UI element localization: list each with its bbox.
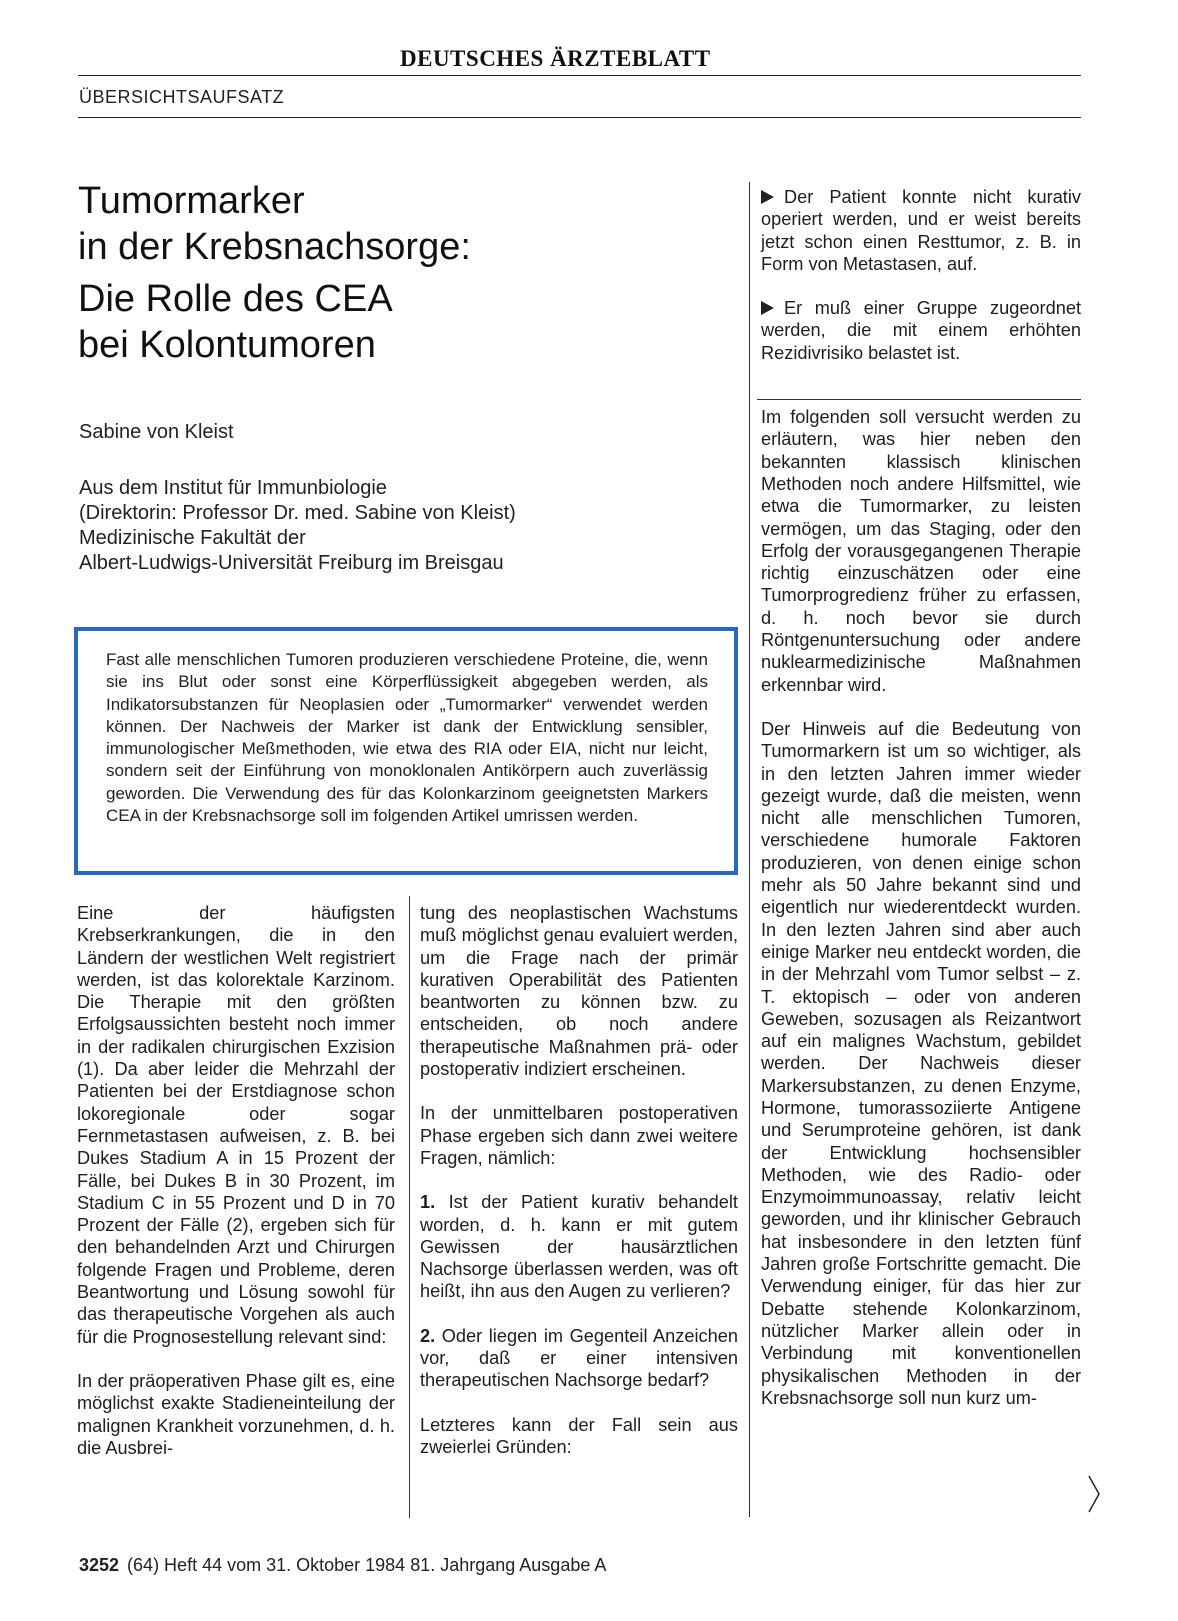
title-line: bei Kolontumoren: [78, 324, 376, 366]
page-number: 3252: [79, 1555, 120, 1575]
affiliation-line: Albert-Ludwigs-Universität Freiburg im Breisgau: [79, 552, 504, 574]
page-footer: [79, 1555, 606, 1576]
affiliation-line: (Direktorin: Professor Dr. med. Sabine von Kleist): [79, 502, 516, 524]
header-bottom-rule: [78, 117, 1081, 118]
title-line: Die Rolle des CEA: [78, 278, 393, 320]
affiliation-line: Aus dem Institut für Immunbiologie: [79, 477, 387, 499]
column-1: [77, 902, 395, 1481]
question-number: 2.: [420, 1325, 436, 1346]
paragraph: tung des neoplastischen Wachstums muß möglichst genau evaluiert werden, um die Frage nach der primär kurativen Operabilität des Patienten beantworten zu können bzw. zu entscheiden, ob noch andere therapeutische Maßnahmen prä- oder postoperativ indiziert erscheinen.: [420, 903, 738, 1080]
section-label: ÜBERSICHTSAUFSATZ: [79, 87, 285, 107]
question-2: [420, 1325, 738, 1392]
paragraph: Eine der häufigsten Krebserkrankungen, die in den Ländern der westlichen Welt registriert werden, ist das kolorektale Karzinom. Die Therapie mit den größten Erfolgsaussichten besteht noch immer in der radikalen chirurgischen Exzision (1). Da aber leider die Mehrzahl der Patienten bei der Erstdiagnose schon lokoregionale oder sogar Fernmetastasen aufweisen, z. B. bei Dukes Stadium A in 15 Prozent der Fälle, bei Dukes B in 30 Prozent, im Stadium C in 55 Prozent und D in 70 Prozent der Fälle (2), ergeben sich für den behandelnden Arzt und Chirurgen folgende Fragen und Probleme, deren Beantwortung und Lösung sowohl für das therapeutische Vorgehen als auch für die Prognosestellung relevant sind:: [77, 903, 395, 1347]
affiliation: [79, 476, 719, 576]
title-line: Tumormarker: [78, 180, 305, 222]
masthead-rule: [78, 75, 1081, 76]
column-3: [761, 186, 1081, 1431]
question-number: 1.: [420, 1192, 436, 1213]
article-title: [78, 178, 698, 368]
bullet-text: Der Patient konnte nicht kurativ operiert werden, und er weist bereits jetzt schon einen Resttumor, z. B. in Form von Metastasen, auf.: [761, 187, 1081, 274]
triangle-bullet-icon: [761, 190, 774, 204]
paragraph: Der Hinweis auf die Bedeutung von Tumormarkern ist um so wichtiger, als in den letzten Jahren immer wieder gezeigt wurde, daß die meisten, wenn nicht alle menschlichen Tumoren, verschiedene humorale Faktoren produzieren, von denen einige schon mehr als 50 Jahre bekannt sind und eigentlich nur wiederentdeckt wurden. In den lezten Jahren sind aber auch einige Marker neu entdeckt worden, die in der Mehrzahl vom Tumor selbst – z. T. ektopisch – oder von anderen Geweben, sozusagen als Reizantwort auf ein malignes Wachstum, gebildet werden. Der Nachweis dieser Markersubstanzen, zu denen Enzyme, Hormone, tumorassoziierte Antigene und Serumproteine gehören, ist dank der Entwicklung hochsensibler Methoden, wie des Radio- oder Enzymoimmunoassay, relativ leicht geworden, und ihr klinischer Gebrauch hat insbesondere in den letzten fünf Jahren große Fortschritte gemacht. Die Verwendung einiger, für das hier zur Debatte stehende Kolonkarzinom, nützlicher Marker allein oder in Verbindung mit konventionellen physikalischen Methoden in der Krebsnachsorge soll nun kurz um-: [761, 718, 1081, 1408]
abstract-box: [74, 627, 738, 875]
question-text: Ist der Patient kurativ behandelt worden, d. h. kann er mit gutem Gewissen der hausärztlichen Nachsorge überlassen werden, was oft heißt, ihn aus den Augen zu verlieren?: [420, 1192, 738, 1302]
paragraph: Letzteres kann der Fall sein aus zweierlei Gründen:: [420, 1414, 738, 1457]
continuation-arrow-icon: [1087, 1474, 1101, 1514]
question-1: [420, 1191, 738, 1302]
bullet-2: [761, 297, 1081, 364]
paragraph: In der unmittelbaren postoperativen Phase ergeben sich dann zwei weitere Fragen, nämlich:: [420, 1103, 738, 1168]
bullet-text: Er muß einer Gruppe zugeordnet werden, die mit einem erhöhten Rezidivrisiko belastet ist.: [761, 298, 1081, 363]
column-divider: [749, 182, 750, 1517]
masthead: DEUTSCHES ÄRZTEBLATT: [400, 46, 711, 71]
bullet-1: [761, 186, 1081, 275]
title-line: in der Krebsnachsorge:: [78, 226, 471, 268]
paragraph: Im folgenden soll versucht werden zu erläutern, was hier neben den bekannten klassisch klinischen Methoden noch andere Hilfsmittel, wie etwa die Tumormarker, zu leisten vermögen, um das Staging, oder den Erfolg der vorausgegangenen Therapie richtig einzuschätzen oder eine Tumorprogredienz früher zu erfassen, d. h. noch bevor sie durch Röntgenuntersuchung oder andere nuklearmedizinische Maßnahmen erkennbar wird.: [761, 407, 1081, 695]
paragraph: In der präoperativen Phase gilt es, eine möglichst exakte Stadieneinteilung der malignen Krankheit vorzunehmen, d. h. die Ausbrei-: [77, 1370, 395, 1458]
triangle-bullet-icon: [761, 301, 774, 315]
column-divider: [409, 896, 410, 1518]
issue-info: (64) Heft 44 vom 31. Oktober 1984 81. Jahrgang Ausgabe A: [127, 1555, 607, 1575]
affiliation-line: Medizinische Fakultät der: [79, 527, 306, 549]
author: Sabine von Kleist: [79, 421, 234, 443]
abstract-text: Fast alle menschlichen Tumoren produzieren verschiedene Proteine, die, wenn sie ins Blut oder sonst eine Körperflüssigkeit abgegeben werden, als Indikatorsubstanzen für Neoplasien oder „Tumormarker“ verwendet werden können. Der Nachweis der Marker ist dank der Entwicklung sensibler, immunologischer Meßmethoden, wie etwa des RIA oder EIA, nicht nur leicht, sondern seit der Einführung von monoklonalen Antikörpern auch zuverlässig geworden. Die Verwendung des für das Kolonkarzinom geeignetsten Markers CEA in der Krebsnachsorge soll im folgenden Artikel umrissen werden.: [106, 650, 708, 826]
column-2: [420, 902, 738, 1480]
question-text: Oder liegen im Gegenteil Anzeichen vor, daß er einer intensiven therapeutischen Nachsorge bedarf?: [420, 1325, 738, 1391]
